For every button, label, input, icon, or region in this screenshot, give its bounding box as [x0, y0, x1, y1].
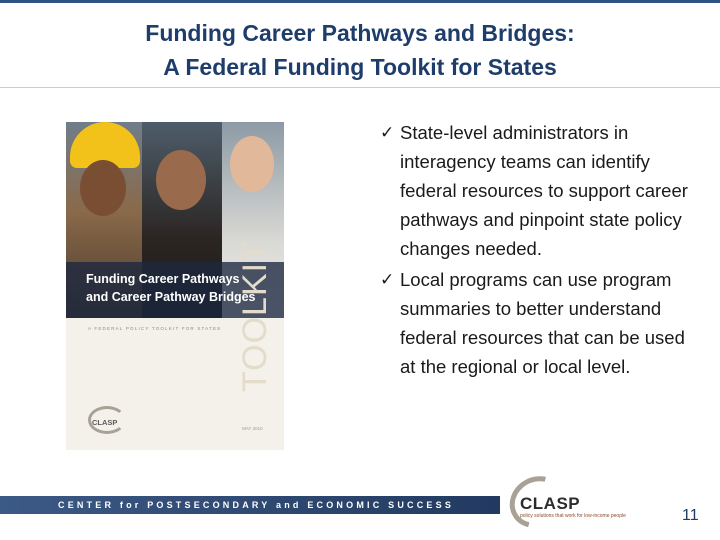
slide-number: 11 — [682, 507, 699, 524]
bullet-item — [380, 118, 690, 263]
slide-title-line1: Funding Career Pathways and Bridges: — [145, 20, 575, 46]
cover-title: Funding Career Pathways and Career Pathway Bridges — [86, 272, 256, 304]
slide-title — [0, 16, 720, 84]
bullet-text: Local programs can use program summaries to better understand federal resources that can be used at the regional or local level. — [400, 269, 685, 377]
toolkit-cover-image — [66, 122, 284, 450]
bullet-list — [380, 118, 690, 383]
slide-title-line2: A Federal Funding Toolkit for States — [163, 54, 557, 80]
cover-vertical-text: TOOLKIT — [236, 240, 274, 392]
bullet-item — [380, 265, 690, 381]
title-divider — [0, 87, 720, 88]
footer-logo-text: CLASP — [520, 494, 581, 513]
bullet-text: State-level administrators in interagency teams can identify federal resources to support career pathways and pinpoint state policy changes needed. — [400, 122, 688, 259]
footer-center-text: CENTER for POSTSECONDARY and ECONOMIC SUCCESS — [58, 500, 455, 510]
footer-tagline: policy solutions that work for low-income people — [520, 513, 626, 519]
top-rule — [0, 0, 720, 3]
cover-subtitle: A FEDERAL POLICY TOOLKIT FOR STATES — [88, 326, 222, 331]
cover-date: MAY 2010 — [242, 426, 263, 431]
checkmark-icon: ✓ — [380, 270, 395, 289]
checkmark-icon: ✓ — [380, 123, 395, 142]
cover-logo-text: CLASP — [92, 418, 118, 427]
